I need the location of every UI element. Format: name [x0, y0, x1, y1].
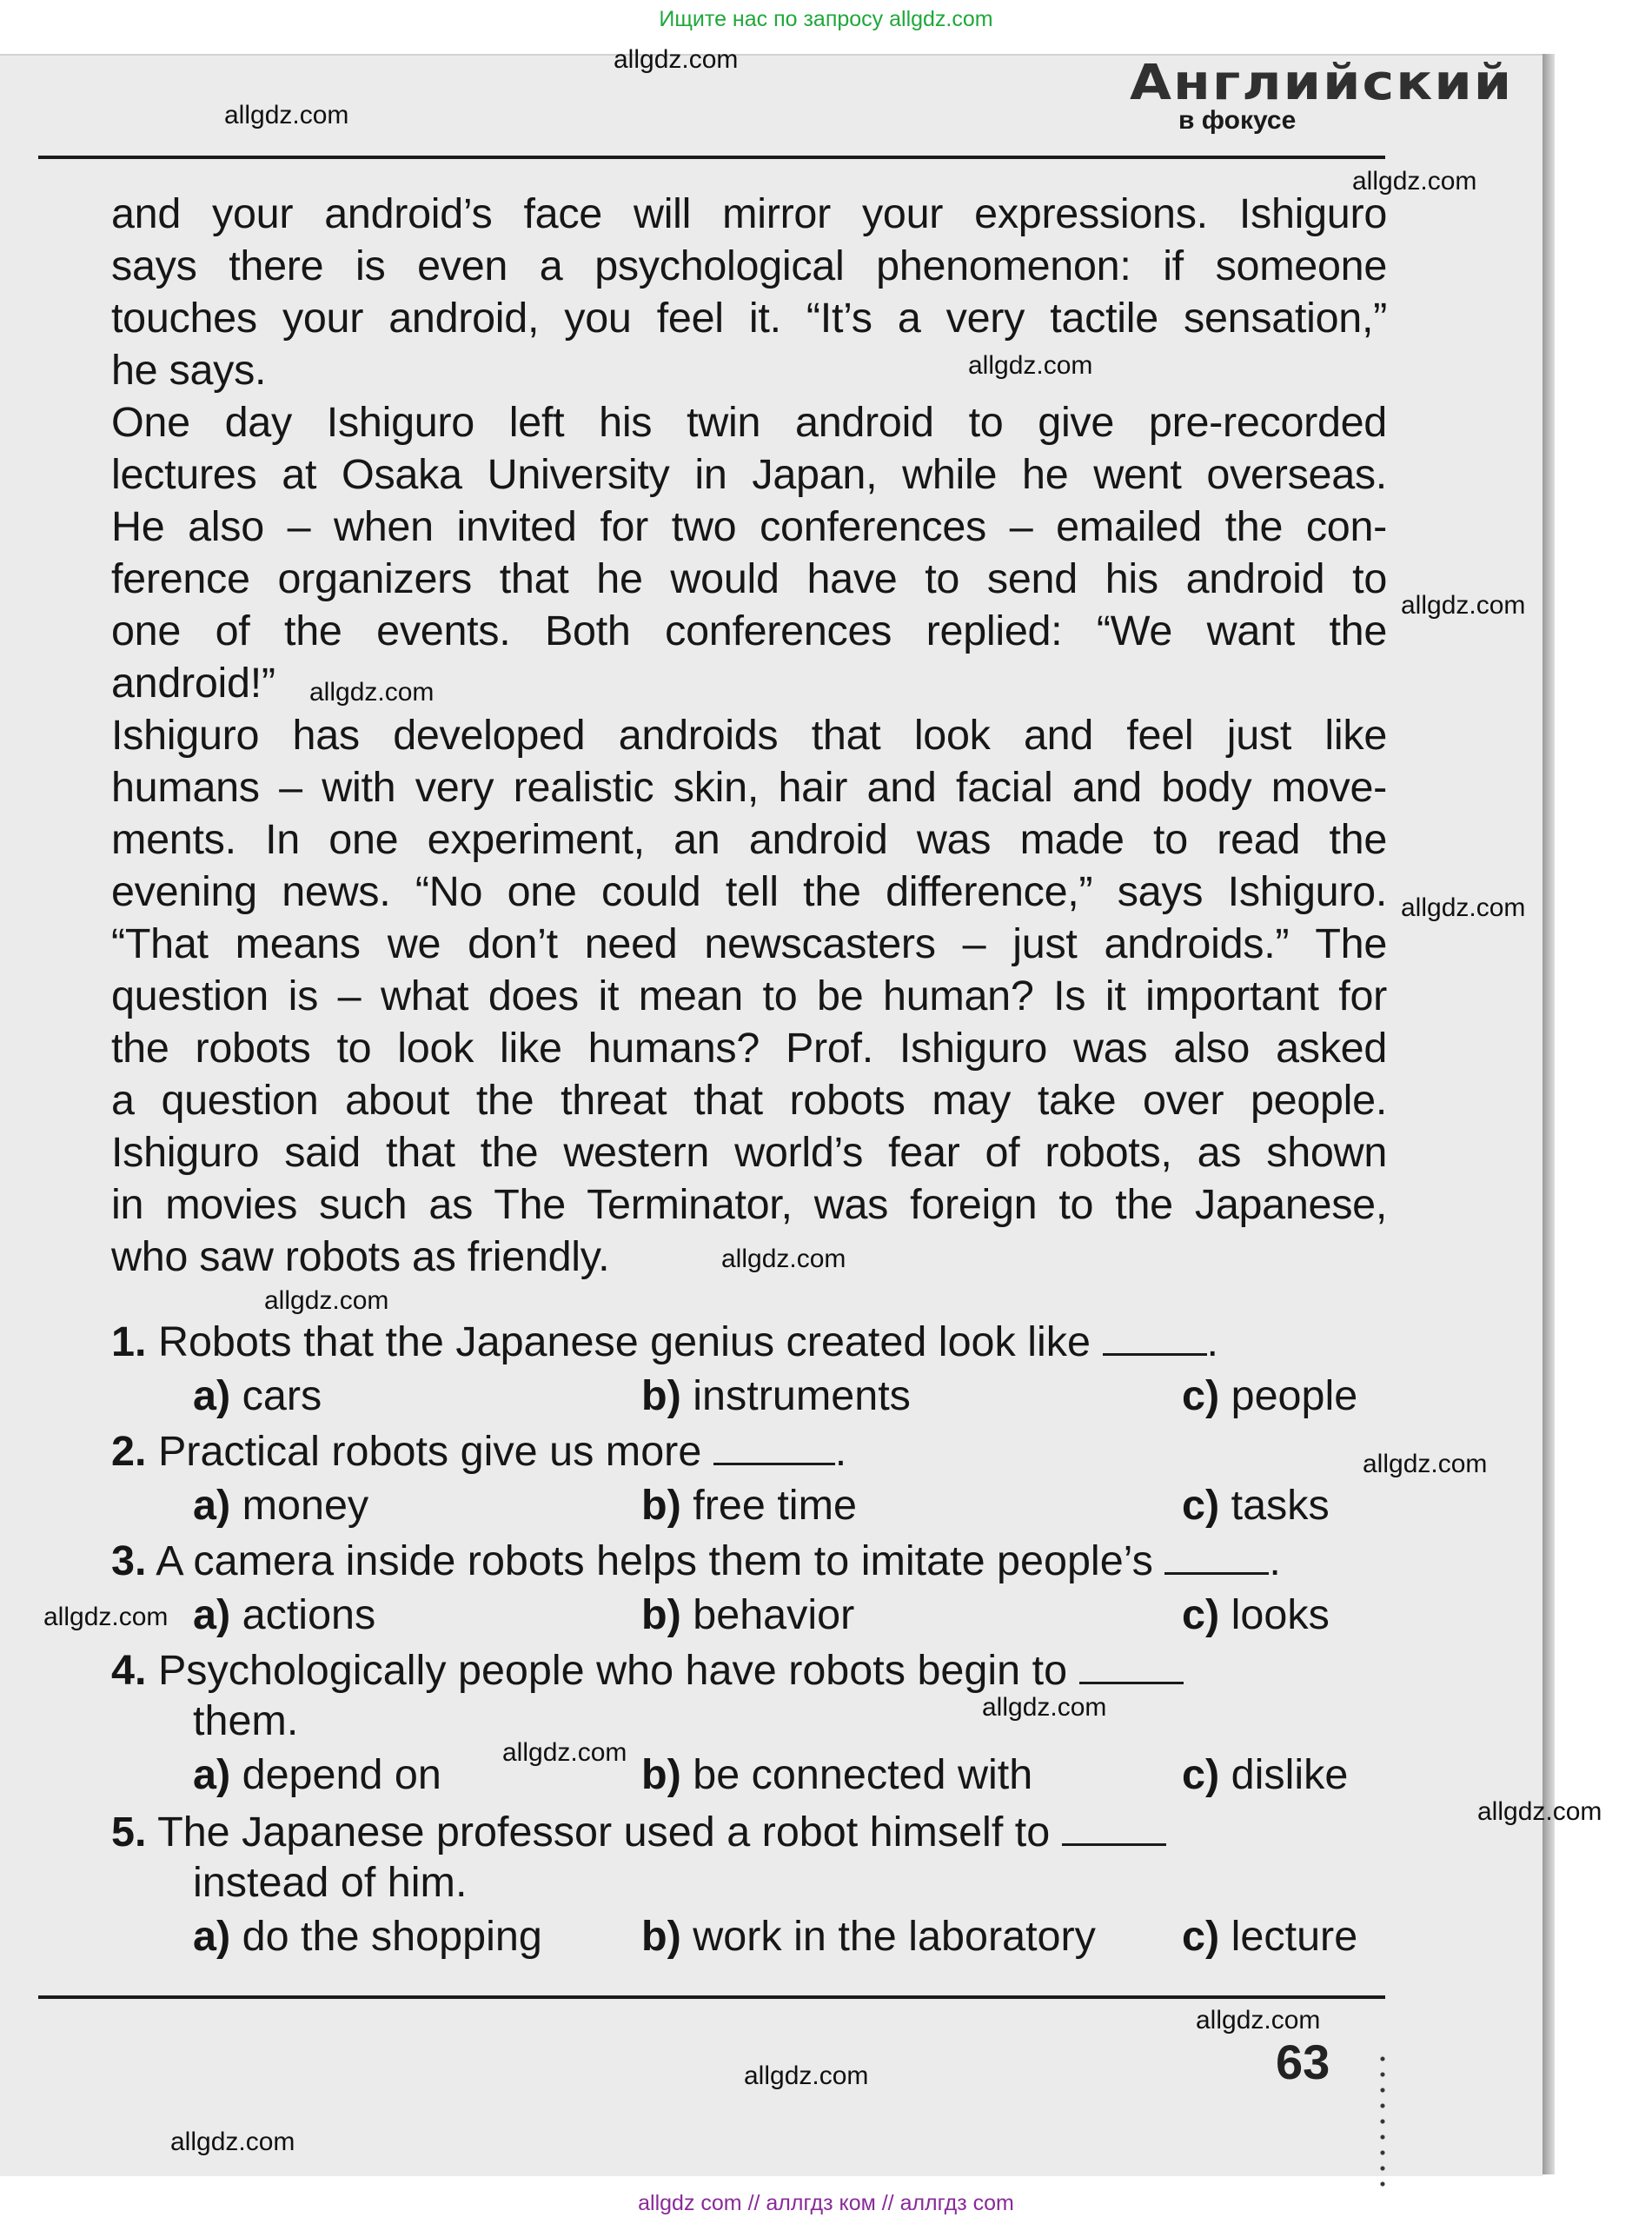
question-text: Robots that the Japanese genius created look like	[157, 1318, 1091, 1365]
option-b	[641, 1370, 911, 1422]
footer-rule	[38, 1995, 1385, 1999]
watermark: allgdz.com	[224, 101, 349, 129]
option-letter: a)	[193, 1482, 231, 1529]
option-b	[641, 1749, 1032, 1801]
answer-blank	[713, 1428, 835, 1465]
page-number: 63	[1276, 2035, 1330, 2089]
watermark: allgdz.com	[982, 1693, 1107, 1722]
option-letter: a)	[193, 1913, 231, 1960]
paragraph	[111, 188, 1387, 396]
option-letter: b)	[641, 1372, 681, 1419]
watermark: allgdz.com	[43, 1603, 169, 1631]
option-text: money	[242, 1482, 369, 1529]
text-line: android!”	[111, 660, 275, 707]
dotted-edge	[1380, 2051, 1385, 2190]
top-banner[interactable]: Ищите нас по запросу allgdz.com	[659, 7, 993, 31]
option-text: dislike	[1231, 1751, 1349, 1798]
option-letter: c)	[1182, 1372, 1220, 1419]
question-1	[111, 1316, 1218, 1368]
option-c	[1182, 1479, 1330, 1531]
logo-subtitle: в фокусе	[1178, 106, 1297, 135]
option-text: depend on	[242, 1751, 441, 1798]
option-letter: a)	[193, 1372, 231, 1419]
watermark: allgdz.com	[502, 1738, 627, 1767]
text-line: humans – with very realistic skin, hair and facial and body move-	[111, 764, 1387, 811]
option-a	[193, 1370, 322, 1422]
watermark: allgdz.com	[1401, 591, 1526, 620]
option-c	[1182, 1910, 1357, 1962]
option-a	[193, 1589, 375, 1641]
watermark: allgdz.com	[744, 2061, 869, 2090]
option-text: be connected with	[693, 1751, 1033, 1798]
text-line: “That means we don’t need newscasters – just androids.” The	[111, 920, 1387, 967]
watermark: allgdz.com	[968, 351, 1093, 380]
option-letter: c)	[1182, 1482, 1220, 1529]
watermark: allgdz.com	[614, 45, 739, 74]
watermark: allgdz.com	[721, 1245, 846, 1273]
option-text: behavior	[693, 1591, 855, 1638]
text-line: Ishiguro said that the western world’s fear of robots, as shown	[111, 1129, 1387, 1176]
text-line: one of the events. Both conferences replied: “We want the	[111, 607, 1387, 654]
option-letter: a)	[193, 1591, 231, 1638]
text-line: Ishiguro has developed androids that look and feel just like	[111, 712, 1387, 759]
option-b	[641, 1479, 857, 1531]
page-edge-shadow	[1543, 54, 1555, 2174]
question-continuation: them.	[193, 1697, 299, 1744]
question-text: The Japanese professor used a robot himself to	[157, 1809, 1051, 1856]
answer-blank	[1103, 1318, 1207, 1356]
option-letter: b)	[641, 1482, 681, 1529]
option-text: instruments	[693, 1372, 911, 1419]
option-letter: c)	[1182, 1591, 1220, 1638]
bottom-links-bar[interactable]: allgdz com // аллгдз ком // аллгдз com	[638, 2191, 1014, 2215]
option-b	[641, 1589, 854, 1641]
option-letter: c)	[1182, 1751, 1220, 1798]
question-text: A camera inside robots helps them to imitate people’s	[156, 1537, 1153, 1584]
text-line: who saw robots as friendly.	[111, 1233, 610, 1280]
question-tail: .	[1206, 1318, 1218, 1365]
text-line: says there is even a psychological phenomenon: if someone	[111, 242, 1387, 289]
option-c	[1182, 1589, 1330, 1641]
question-4	[111, 1644, 1184, 1696]
watermark: allgdz.com	[1352, 167, 1477, 196]
option-text: do the shopping	[242, 1913, 542, 1960]
question-5	[111, 1806, 1166, 1858]
option-c	[1182, 1749, 1348, 1801]
watermark: allgdz.com	[1477, 1797, 1602, 1826]
text-line: he says.	[111, 347, 267, 394]
option-b	[641, 1910, 1096, 1962]
option-text: actions	[242, 1591, 376, 1638]
text-line: ments. In one experiment, an android was made to read the	[111, 816, 1387, 863]
text-line: lectures at Osaka University in Japan, while he went overseas.	[111, 451, 1387, 498]
option-letter: a)	[193, 1751, 231, 1798]
textbook-logo	[1130, 54, 1514, 141]
option-text: free time	[693, 1482, 857, 1529]
question-continuation: instead of him.	[193, 1859, 468, 1906]
question-number: 4.	[111, 1647, 147, 1694]
question-2	[111, 1425, 846, 1477]
option-text: tasks	[1231, 1482, 1330, 1529]
watermark: allgdz.com	[170, 2128, 295, 2156]
text-line: He also – when invited for two conferences – emailed the con-	[111, 503, 1387, 550]
text-line: and your android’s face will mirror your expressions. Ishiguro	[111, 190, 1387, 237]
watermark: allgdz.com	[309, 678, 435, 707]
watermark: allgdz.com	[1363, 1450, 1488, 1478]
logo-title: Английский	[1130, 54, 1514, 111]
text-line: the robots to look like humans? Prof. Ishiguro was also asked	[111, 1025, 1387, 1072]
option-text: people	[1231, 1372, 1358, 1419]
watermark: allgdz.com	[1196, 2006, 1321, 2035]
answer-blank	[1062, 1809, 1166, 1846]
text-line: in movies such as The Terminator, was foreign to the Japanese,	[111, 1181, 1387, 1228]
option-letter: c)	[1182, 1913, 1220, 1960]
question-number: 3.	[111, 1537, 147, 1584]
option-c	[1182, 1370, 1357, 1422]
answer-blank	[1164, 1537, 1269, 1575]
question-tail: .	[834, 1428, 847, 1475]
question-number: 1.	[111, 1318, 147, 1365]
text-line: ference organizers that he would have to send his android to	[111, 555, 1387, 602]
question-3	[111, 1535, 1281, 1587]
option-text: looks	[1231, 1591, 1330, 1638]
watermark: allgdz.com	[264, 1286, 389, 1315]
text-line: question is – what does it mean to be human? Is it important for	[111, 973, 1387, 1019]
option-text: lecture	[1231, 1913, 1358, 1960]
option-text: work in the laboratory	[693, 1913, 1096, 1960]
option-a	[193, 1910, 542, 1962]
question-text: Practical robots give us more	[157, 1428, 702, 1475]
paragraph	[111, 709, 1387, 1283]
option-letter: b)	[641, 1591, 681, 1638]
option-letter: b)	[641, 1913, 681, 1960]
option-a	[193, 1749, 441, 1801]
text-line: One day Ishiguro left his twin android to give pre-recorded	[111, 399, 1387, 446]
text-line: evening news. “No one could tell the difference,” says Ishiguro.	[111, 868, 1387, 915]
watermark: allgdz.com	[1401, 893, 1526, 922]
question-number: 2.	[111, 1428, 147, 1475]
option-letter: b)	[641, 1751, 681, 1798]
header-rule	[38, 156, 1385, 159]
question-number: 5.	[111, 1809, 147, 1856]
answer-blank	[1079, 1647, 1184, 1684]
option-a	[193, 1479, 368, 1531]
question-tail: .	[1269, 1537, 1281, 1584]
text-line: a question about the threat that robots may take over people.	[111, 1077, 1387, 1124]
question-text: Psychologically people who have robots begin to	[157, 1647, 1068, 1694]
paragraph	[111, 396, 1387, 709]
text-line: touches your android, you feel it. “It’s a very tactile sensation,”	[111, 295, 1387, 342]
option-text: cars	[242, 1372, 322, 1419]
